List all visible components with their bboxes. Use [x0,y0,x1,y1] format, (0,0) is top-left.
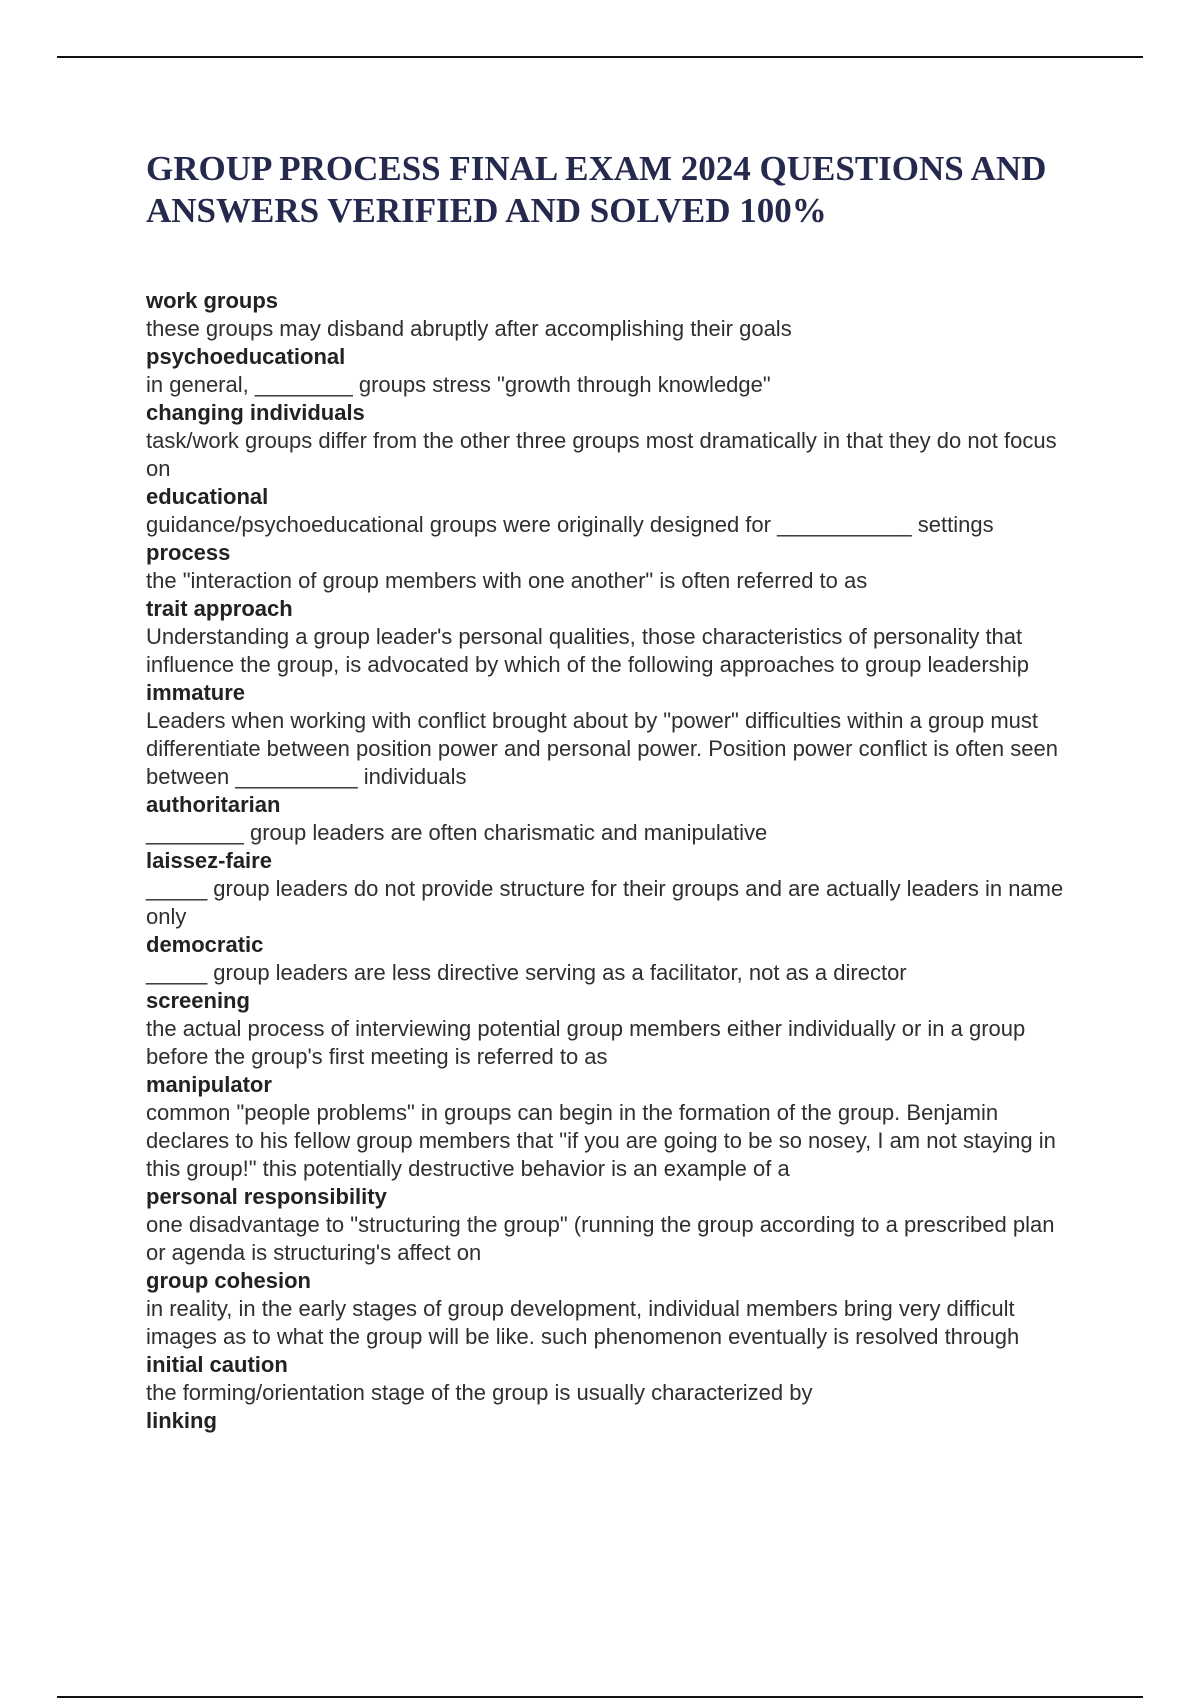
term: linking [146,1408,217,1433]
qa-item [146,287,1066,343]
qa-item [146,931,1066,987]
qa-item [146,847,1066,931]
term: personal responsibility [146,1184,387,1209]
definition: the forming/orientation stage of the group is usually characterized by [146,1380,813,1405]
qa-item [146,1071,1066,1183]
term: educational [146,484,269,509]
qa-item [146,483,1066,539]
definition: ________ group leaders are often charismatic and manipulative [146,820,768,845]
term: screening [146,988,250,1013]
definition: Understanding a group leader's personal qualities, those characteristics of personality that influence the group, is advocated by which of the following approaches to group leadership [146,624,1030,677]
definition: _____ group leaders do not provide structure for their groups and are actually leaders in name only [146,876,1064,929]
definition: in general, ________ groups stress "growth through knowledge" [146,372,771,397]
definition: one disadvantage to "structuring the group" (running the group according to a prescribed plan or agenda is structuring's affect on [146,1212,1055,1265]
qa-item [146,539,1066,595]
term: initial caution [146,1352,288,1377]
top-rule [57,56,1143,58]
definition: in reality, in the early stages of group development, individual members bring very difficult images as to what the group will be like. such phenomenon eventually is resolved through [146,1296,1020,1349]
term: trait approach [146,596,293,621]
qa-item [146,1351,1066,1407]
definition: Leaders when working with conflict brought about by "power" difficulties within a group must differentiate between position power and personal power. Position power conflict is often seen between __________ individuals [146,708,1058,789]
definition: the actual process of interviewing potential group members either individually or in a group before the group's first meeting is referred to as [146,1016,1026,1069]
qa-item [146,399,1066,483]
term: authoritarian [146,792,281,817]
qa-item [146,987,1066,1071]
qa-item [146,1183,1066,1267]
qa-item [146,679,1066,791]
definition: common "people problems" in groups can begin in the formation of the group. Benjamin declares to his fellow group members that "if you are going to be so nosey, I am not staying in this group!" this potentially destructive behavior is an example of a [146,1100,1056,1181]
term: laissez-faire [146,848,272,873]
qa-item [146,1407,1066,1435]
term: manipulator [146,1072,272,1097]
definition: these groups may disband abruptly after accomplishing their goals [146,316,792,341]
term: democratic [146,932,264,957]
definition: task/work groups differ from the other three groups most dramatically in that they do not focus on [146,428,1057,481]
term: changing individuals [146,400,365,425]
definition: _____ group leaders are less directive serving as a facilitator, not as a director [146,960,907,985]
qa-item [146,1267,1066,1351]
qa-item [146,343,1066,399]
term: immature [146,680,246,705]
document-title: GROUP PROCESS FINAL EXAM 2024 QUESTIONS AND ANSWERS VERIFIED AND SOLVED 100% [146,149,1047,230]
term: psychoeducational [146,344,346,369]
bottom-rule [57,1696,1143,1698]
term: group cohesion [146,1268,311,1293]
definition: guidance/psychoeducational groups were originally designed for ___________ settings [146,512,994,537]
qa-list [146,287,1066,1435]
qa-item [146,791,1066,847]
definition: the "interaction of group members with one another" is often referred to as [146,568,868,593]
term: work groups [146,288,279,313]
term: process [146,540,231,565]
qa-item [146,595,1066,679]
